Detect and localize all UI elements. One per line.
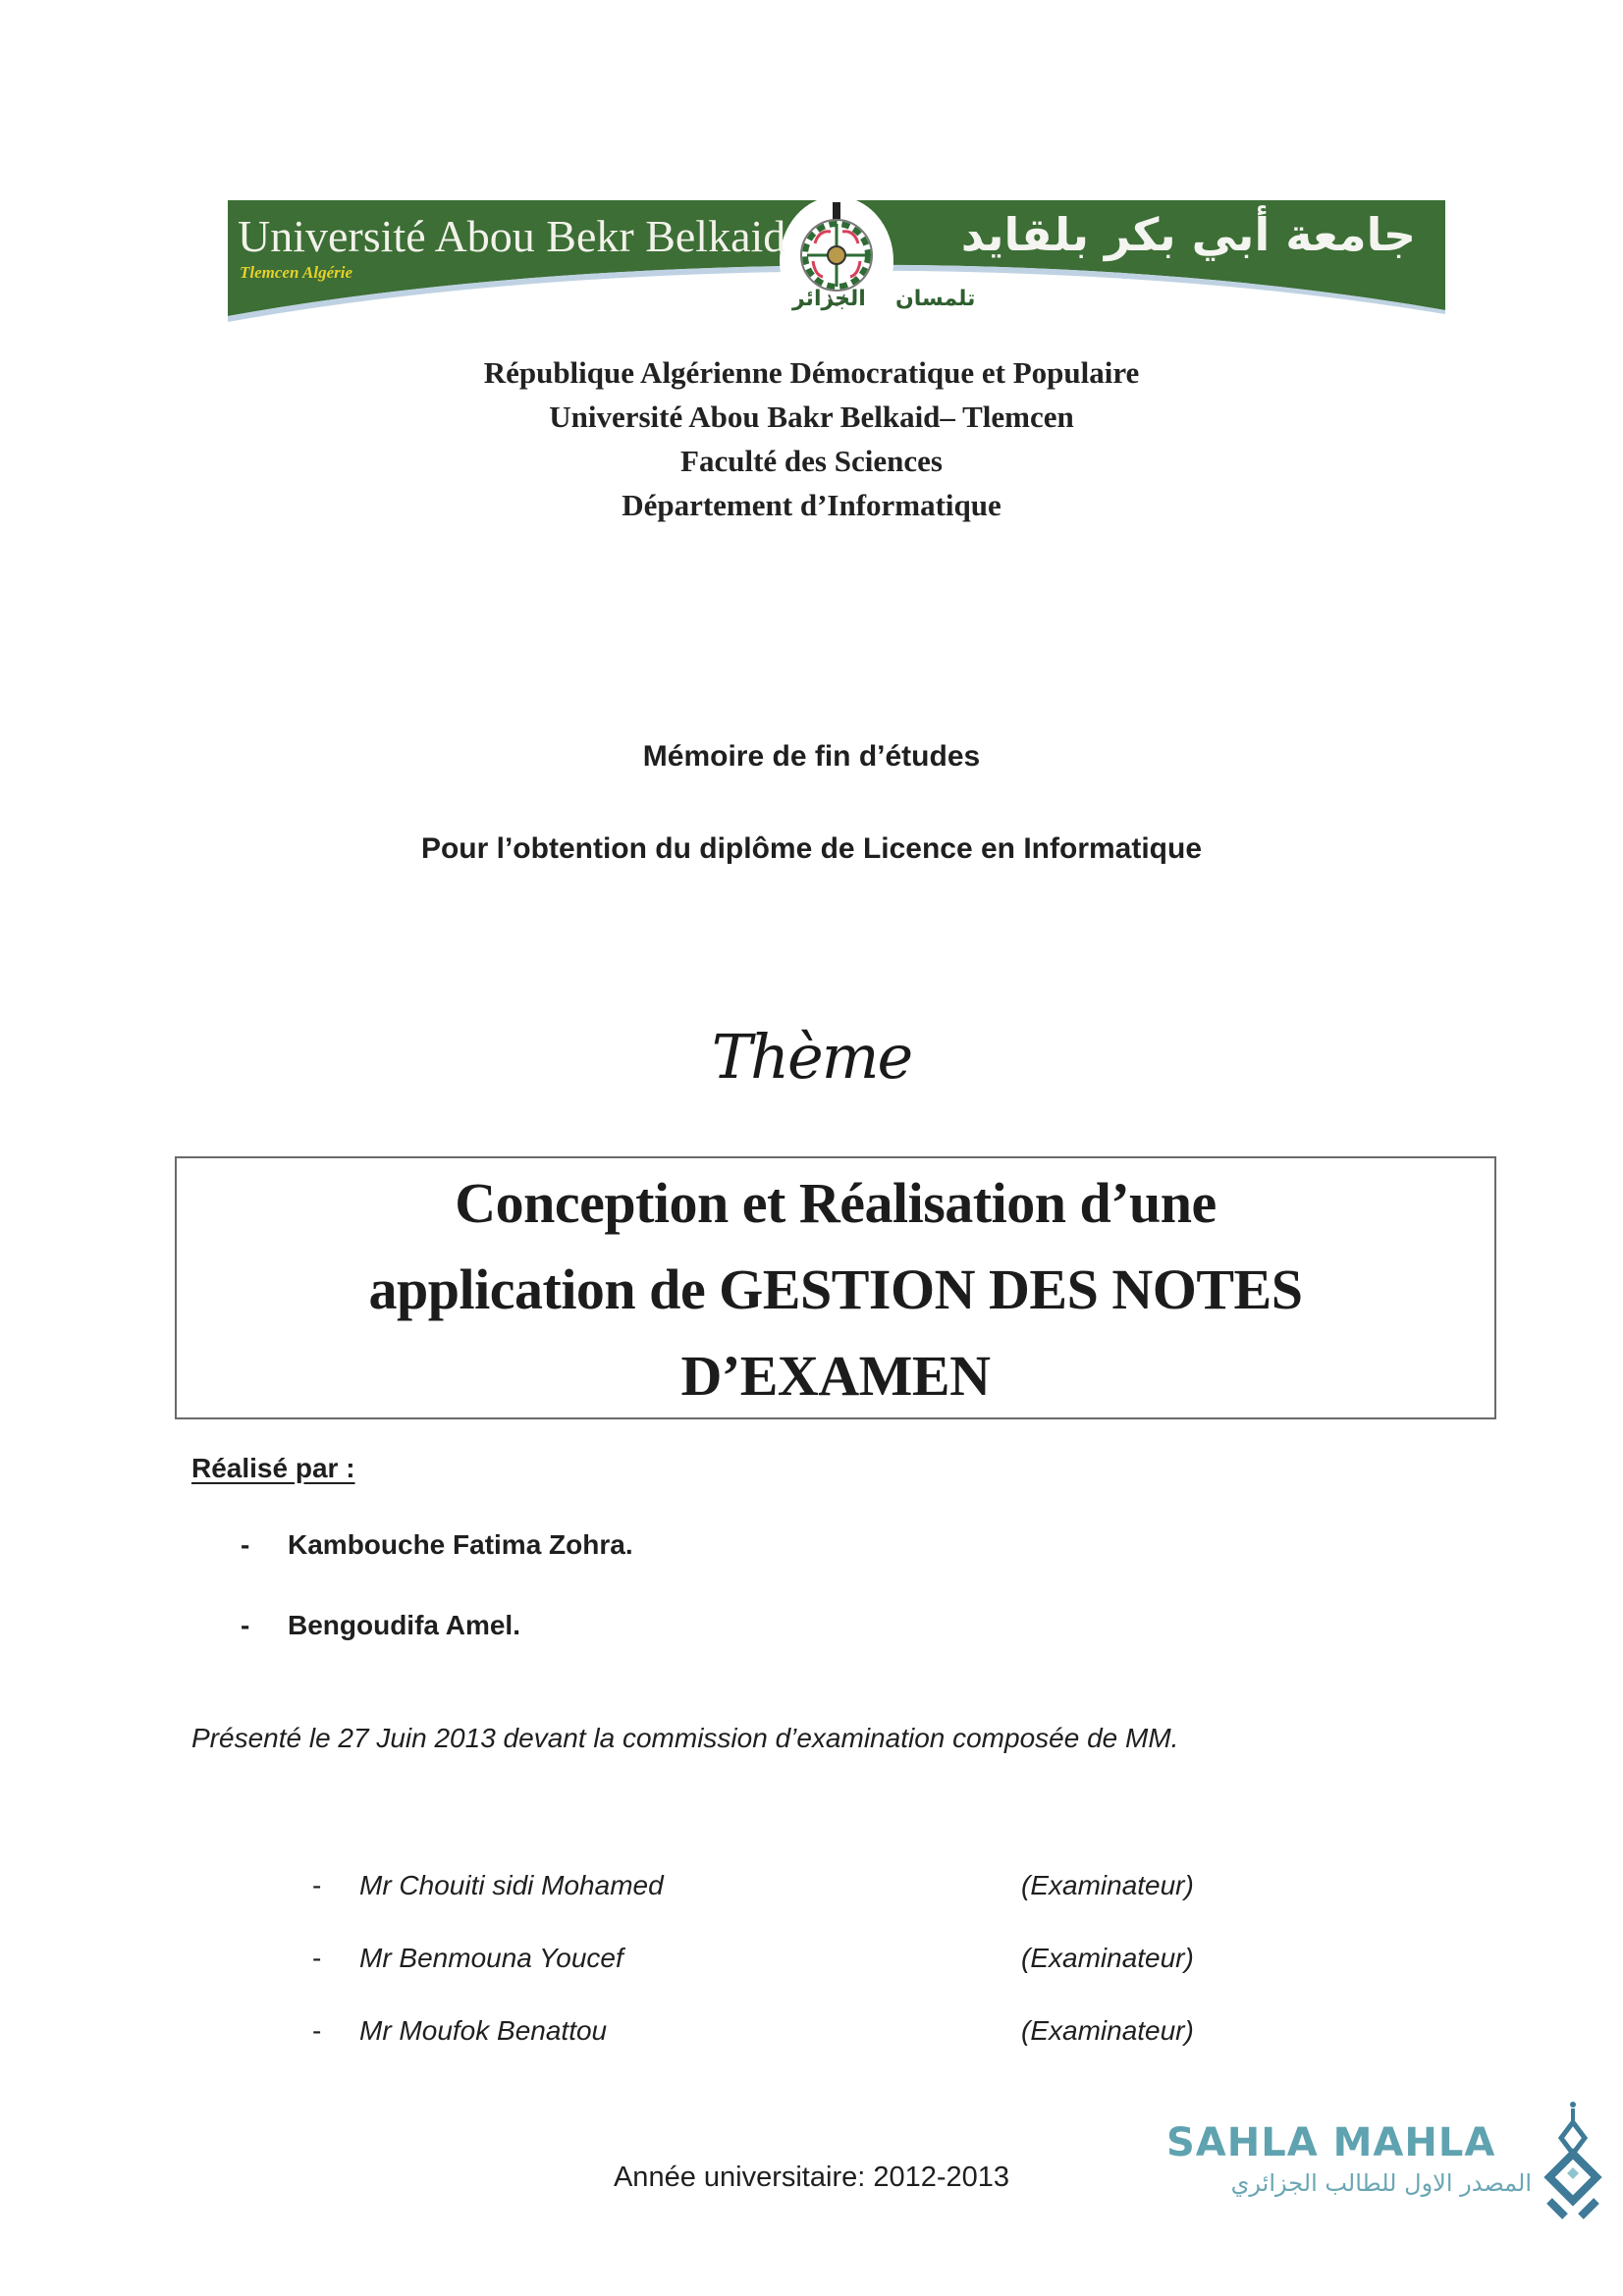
banner-location: Tlemcen Algérie (240, 263, 353, 282)
title-line-1: Conception et Réalisation d’une (455, 1171, 1217, 1235)
banner-country-ar: الجزائر (792, 287, 866, 311)
jury-member-name: Mr Moufok Benattou (359, 2015, 608, 2046)
authors-heading: Réalisé par : (191, 1453, 355, 1483)
title-line-2: application de GESTION DES NOTES (368, 1257, 1303, 1321)
title-box (175, 1156, 1496, 1419)
jury-member-row (312, 1870, 1235, 1901)
author-item (241, 1529, 633, 1561)
header-republic: République Algérienne Démocratique et Populaire (483, 355, 1140, 390)
bullet-dash: - (312, 1870, 322, 1900)
sahla-mahla-logo-icon (1536, 2099, 1604, 2231)
watermark-tagline: المصدر الاول للطالب الجزائري (1230, 2169, 1532, 2197)
banner-university-name-ar: جامعة أبي بكر بلقايد (960, 208, 1416, 261)
jury-member-name: Mr Chouiti sidi Mohamed (359, 1870, 664, 1900)
sahla-mahla-watermark (1166, 2099, 1618, 2226)
author-name: Kambouche Fatima Zohra. (288, 1529, 633, 1560)
title-line-3: D’EXAMEN (680, 1344, 991, 1408)
author-name: Bengoudifa Amel. (288, 1610, 520, 1640)
memoire-type: Mémoire de fin d’études (642, 740, 981, 773)
header-university: Université Abou Bakr Belkaid– Tlemcen (549, 400, 1074, 434)
theme-label: Thème (711, 1021, 912, 1093)
banner-city-ar: تلمسان (895, 287, 976, 311)
jury-member-role: (Examinateur) (1021, 2015, 1194, 2046)
header-department: Département d’Informatique (622, 488, 1001, 522)
university-banner (228, 200, 1445, 323)
jury-member-role: (Examinateur) (1021, 1870, 1194, 1900)
watermark-name: SAHLA MAHLA (1166, 2120, 1496, 2165)
bullet-dash: - (312, 1943, 322, 1973)
header-faculty: Faculté des Sciences (680, 444, 943, 478)
author-item (241, 1610, 520, 1641)
bullet-dash: - (241, 1610, 250, 1640)
jury-member-role: (Examinateur) (1021, 1943, 1194, 1973)
jury-member-row (312, 1943, 1235, 1974)
bullet-dash: - (241, 1529, 250, 1560)
banner-university-name-fr: Université Abou Bekr Belkaid (238, 211, 786, 261)
jury-member-name: Mr Benmouna Youcef (359, 1943, 623, 1973)
academic-year: Année universitaire: 2012-2013 (613, 2162, 1010, 2193)
jury-member-row (312, 2015, 1235, 2047)
presentation-text: Présenté le 27 Juin 2013 devant la commission d’examination composée de MM. (191, 1723, 1179, 1753)
bullet-dash: - (312, 2015, 322, 2046)
memoire-purpose: Pour l’obtention du diplôme de Licence en Informatique (420, 832, 1203, 865)
